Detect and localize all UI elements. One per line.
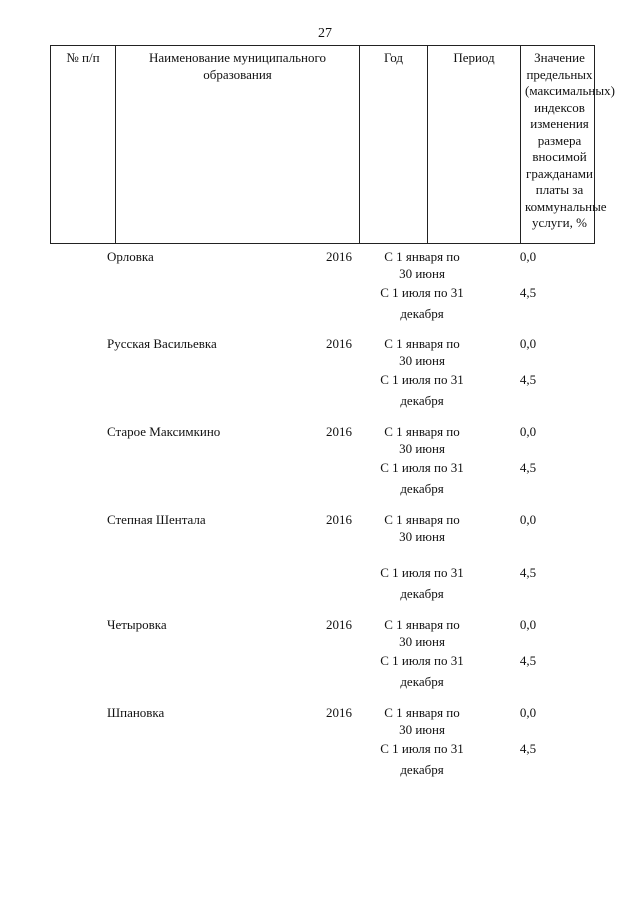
municipality-name: Старое Максимкино [107,424,221,439]
value-second-half: 4,5 [519,565,537,580]
header-value-line: Значение [534,50,585,65]
period-first-half: С 1 января по 30 июня [384,705,460,737]
header-value-line: платы за [535,182,584,197]
value-first-half: 0,0 [519,336,537,351]
value-second-half: 4,5 [519,285,537,300]
year-cell: 2016 [326,424,352,439]
header-value [521,46,615,243]
header-value-line: изменения [530,116,589,131]
period-second-half: С 1 июля по 31 декабря [380,372,464,408]
period-first-half: С 1 января по 30 июня [384,249,460,281]
value-second-half: 4,5 [519,372,537,387]
municipality-name: Степная Шентала [107,512,206,527]
header-value-line: (максимальных) [525,83,615,98]
year-cell: 2016 [326,336,352,351]
value-first-half: 0,0 [519,424,537,439]
header-value-line: размера [537,132,582,148]
period-first-half: С 1 января по 30 июня [384,424,460,456]
period-second-half: С 1 июля по 31 декабря [380,741,464,777]
header-year: Год [360,46,428,243]
period-second-half: С 1 июля по 31 декабря [380,460,464,496]
period-first-half: С 1 января по 30 июня [384,617,460,649]
period-second-half: С 1 июля по 31 декабря [380,565,464,601]
municipality-name: Четыровка [107,617,167,632]
period-first-half: С 1 января по 30 июня [384,512,460,544]
value-first-half: 0,0 [519,705,537,720]
table-header [50,45,615,244]
period-second-half: С 1 июля по 31 декабря [380,285,464,321]
year-cell: 2016 [326,249,352,264]
header-value-line: вносимой [532,149,587,164]
municipality-name: Шпановка [107,705,165,720]
value-first-half: 0,0 [519,617,537,632]
year-cell: 2016 [326,705,352,720]
header-value-line: предельных [526,66,593,82]
value-second-half: 4,5 [519,653,537,668]
value-second-half: 4,5 [519,741,537,756]
header-value-line: гражданами [526,165,593,181]
year-cell: 2016 [326,617,352,632]
value-first-half: 0,0 [519,512,537,527]
year-cell: 2016 [326,512,352,527]
header-value-line: коммунальные [525,198,607,214]
period-second-half: С 1 июля по 31 декабря [380,653,464,689]
header-value-line: индексов [534,99,585,115]
period-first-half: С 1 января по 30 июня [384,336,460,368]
header-num: № п/п [51,46,116,243]
municipality-name: Русская Васильевка [107,336,217,351]
value-first-half: 0,0 [519,249,537,264]
header-period: Период [428,46,521,243]
page-number: 27 [318,26,332,41]
value-second-half: 4,5 [519,460,537,475]
header-value-line: услуги, % [532,215,587,230]
municipality-name: Орловка [107,249,154,264]
header-name: Наименование муниципального образования [116,46,360,243]
